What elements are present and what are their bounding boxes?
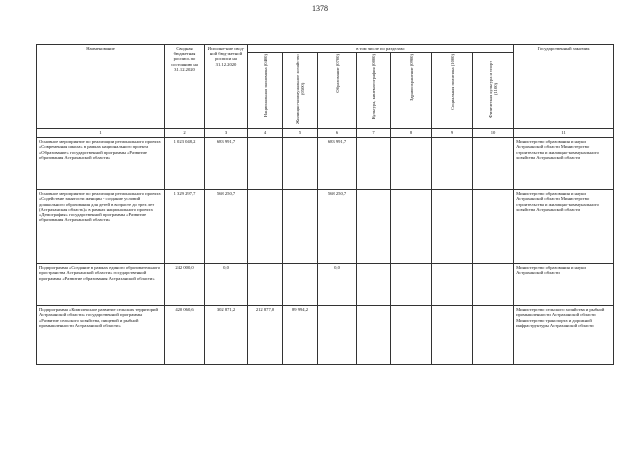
row-s0700: 0,0 — [318, 264, 357, 306]
row-s0800 — [357, 306, 391, 365]
budget-table — [36, 44, 614, 365]
row-s0900 — [391, 264, 432, 306]
row-s1000 — [432, 138, 473, 190]
table-row — [37, 306, 614, 365]
header-section-0500: Жилищно-коммунальное хозяйство (0500) — [283, 53, 318, 129]
header-sections-group: в том числе по разделам: — [248, 45, 514, 53]
table-row — [37, 190, 614, 264]
row-s1100 — [473, 138, 514, 190]
header-section-1000: Социальная политика (1000) — [432, 53, 473, 129]
row-s0400 — [248, 264, 283, 306]
row-customer: Министерство образования и науки Астраханской области Министерство строительства и жилищно-коммунального хозяйства Астраханской области — [514, 190, 614, 264]
header-name: Наименование — [37, 45, 165, 129]
row-s0500 — [283, 138, 318, 190]
row-s0500 — [283, 264, 318, 306]
row-s0900 — [391, 306, 432, 365]
row-s0800 — [357, 264, 391, 306]
row-summary: 1 329 297,7 — [165, 190, 205, 264]
column-index-row — [37, 129, 614, 138]
row-s1100 — [473, 306, 514, 365]
row-summary: 420 060,6 — [165, 306, 205, 365]
header-exec: Исполне-ние свод-ной бюд-жетной росписи на 31.12.2020 — [205, 45, 248, 129]
row-summary: 1 023 048,2 — [165, 138, 205, 190]
row-s0400: 212 877,0 — [248, 306, 283, 365]
column-index: 4 — [248, 129, 283, 138]
row-name: Основное мероприятие по реализации регионального проекта «Современная школа» в рамках национального проекта «Образование» государственной программы «Развитие образования Астраханской области» — [37, 138, 165, 190]
row-s0900 — [391, 138, 432, 190]
row-customer: Министерство образования и науки Астраханской области Министерство строительства и жилищно-коммунального хозяйства Астраханской области — [514, 138, 614, 190]
row-s1000 — [432, 190, 473, 264]
row-s0400 — [248, 190, 283, 264]
header-customer: Государственный заказчик — [514, 45, 614, 129]
row-name: Подпрограмма «Создание в рамках единого образовательного пространства Астраханской области» государственной программы «Развитие образования Астраханской области» — [37, 264, 165, 306]
row-summary: 242 000,0 — [165, 264, 205, 306]
row-s0500 — [283, 190, 318, 264]
column-index: 8 — [391, 129, 432, 138]
column-index: 6 — [318, 129, 357, 138]
row-s0800 — [357, 190, 391, 264]
table-row — [37, 264, 614, 306]
row-customer: Министерство сельского хозяйства и рыбной промышленности Астраханской области Министерство транспорта и дорожной инфраструктуры Астраханской области — [514, 306, 614, 365]
column-index: 7 — [357, 129, 391, 138]
column-index: 9 — [432, 129, 473, 138]
row-s0500: 89 994,2 — [283, 306, 318, 365]
header-summary: Сводная бюджетная роспись по состоянию на 31.12.2020 — [165, 45, 205, 129]
row-s0400 — [248, 138, 283, 190]
column-index: 1 — [37, 129, 165, 138]
column-index: 3 — [205, 129, 248, 138]
row-exec: 683 991,7 — [205, 138, 248, 190]
row-customer: Министерство образования и науки Астраханской области — [514, 264, 614, 306]
row-s1100 — [473, 264, 514, 306]
row-exec: 568 250,7 — [205, 190, 248, 264]
header-section-0900: Здравоохранение (0900) — [391, 53, 432, 129]
row-name: Основное мероприятие по реализации регионального проекта «Содействие занятости женщин - создание условий дошкольного образования для детей в возрасте до трех лет (Астраханская область)» в рамках национального проекта «Демография» государственной программы «Развитие образования Астраханской области» — [37, 190, 165, 264]
row-s0700: 568 250,7 — [318, 190, 357, 264]
row-s0800 — [357, 138, 391, 190]
header-section-0700: Образование (0700) — [318, 53, 357, 129]
row-s0700 — [318, 306, 357, 365]
table-row — [37, 138, 614, 190]
row-s1000 — [432, 264, 473, 306]
row-s1000 — [432, 306, 473, 365]
row-s0700: 683 991,7 — [318, 138, 357, 190]
column-index: 2 — [165, 129, 205, 138]
column-index: 5 — [283, 129, 318, 138]
column-index: 11 — [514, 129, 614, 138]
page-number: 1378 — [312, 4, 328, 13]
column-index: 10 — [473, 129, 514, 138]
header-section-0400: Национальная экономика (0400) — [248, 53, 283, 129]
row-s0900 — [391, 190, 432, 264]
row-name: Подпрограмма «Комплексное развитие сельских территорий Астраханской области» государственной программы «Развитие сельского хозяйства, пищевой и рыбной промышленности Астраханской области» — [37, 306, 165, 365]
header-section-0800: Культура, кинематография (0800) — [357, 53, 391, 129]
row-exec: 302 871,2 — [205, 306, 248, 365]
row-s1100 — [473, 190, 514, 264]
row-exec: 0,0 — [205, 264, 248, 306]
header-section-1100: Физическая культура и спорт (1100) — [473, 53, 514, 129]
